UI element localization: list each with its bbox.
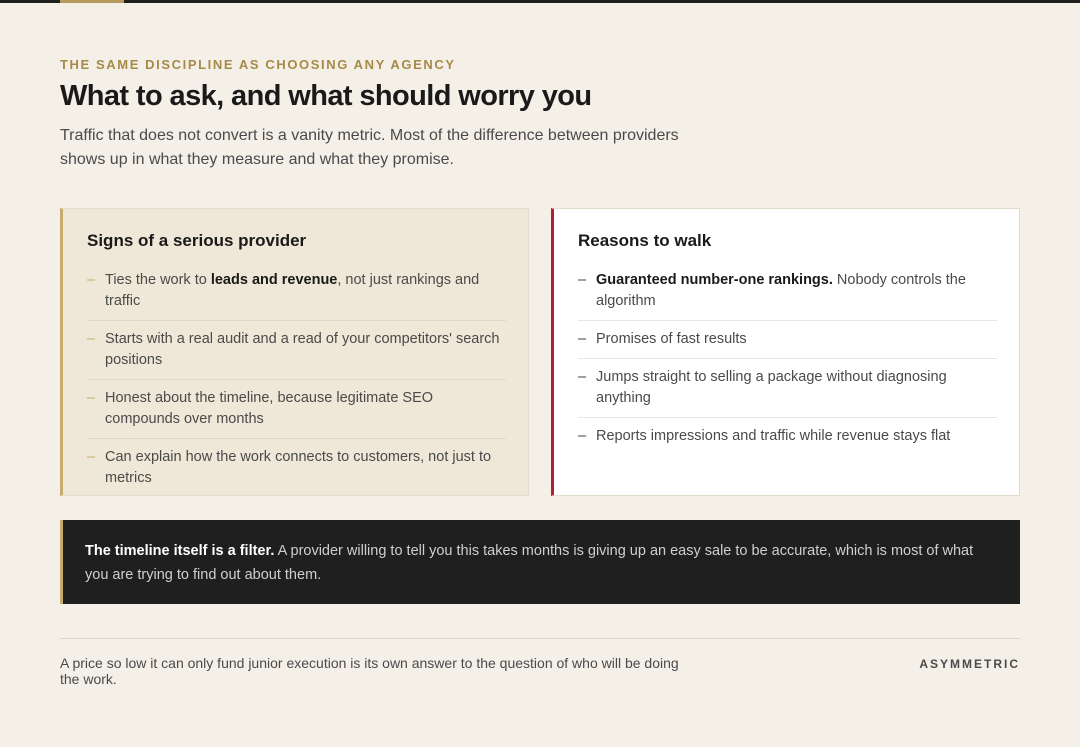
dash-icon: –	[578, 369, 587, 385]
good-signs-card	[60, 208, 529, 496]
dash-icon: –	[578, 331, 587, 347]
intro-text: Traffic that does not convert is a vanity metric. Most of the difference between providers shows up in what they measure and what they promise.	[60, 127, 679, 168]
callout-lead: The timeline itself is a filter.	[85, 543, 275, 559]
footer-divider	[60, 638, 1020, 639]
eyebrow: THE SAME DISCIPLINE AS CHOOSING ANY AGENCY	[60, 57, 456, 72]
dash-icon: –	[87, 272, 96, 288]
red-flags-card	[551, 208, 1020, 496]
red-flags-list	[578, 262, 997, 455]
dash-icon: –	[578, 428, 587, 444]
list-item: – Guaranteed number-one rankings. Nobody controls the algorithm	[578, 262, 997, 321]
callout-text: A provider willing to tell you this takes months is giving up an easy sale to be accurate, which is most of what you are trying to find out about them.	[85, 543, 974, 583]
list-item: – Jumps straight to selling a package without diagnosing anything	[578, 359, 997, 418]
footer-label: ASYMMETRIC	[919, 657, 1020, 671]
good-signs-heading: Signs of a serious provider	[87, 231, 307, 250]
list-item: – Can explain how the work connects to customers, not just to metrics	[87, 439, 506, 497]
top-rule-accent	[60, 0, 124, 3]
list-item: – Starts with a real audit and a read of your competitors' search positions	[87, 321, 506, 380]
footer-note: A price so low it can only fund junior execution is its own answer to the question of who will be doing the work.	[60, 655, 679, 687]
top-rule	[0, 0, 1080, 3]
timeline-callout	[60, 520, 1020, 604]
list-item: – Ties the work to leads and revenue, not just rankings and traffic	[87, 262, 506, 321]
dash-icon: –	[87, 449, 96, 465]
list-item: – Honest about the timeline, because legitimate SEO compounds over months	[87, 380, 506, 439]
dash-icon: –	[87, 331, 96, 347]
red-flags-heading: Reasons to walk	[578, 231, 712, 250]
page-title: What to ask, and what should worry you	[60, 80, 592, 112]
list-item: – Promises of fast results	[578, 321, 997, 359]
list-item: – Reports impressions and traffic while revenue stays flat	[578, 418, 997, 455]
dash-icon: –	[87, 390, 96, 406]
good-signs-list	[87, 262, 506, 497]
dash-icon: –	[578, 272, 587, 288]
